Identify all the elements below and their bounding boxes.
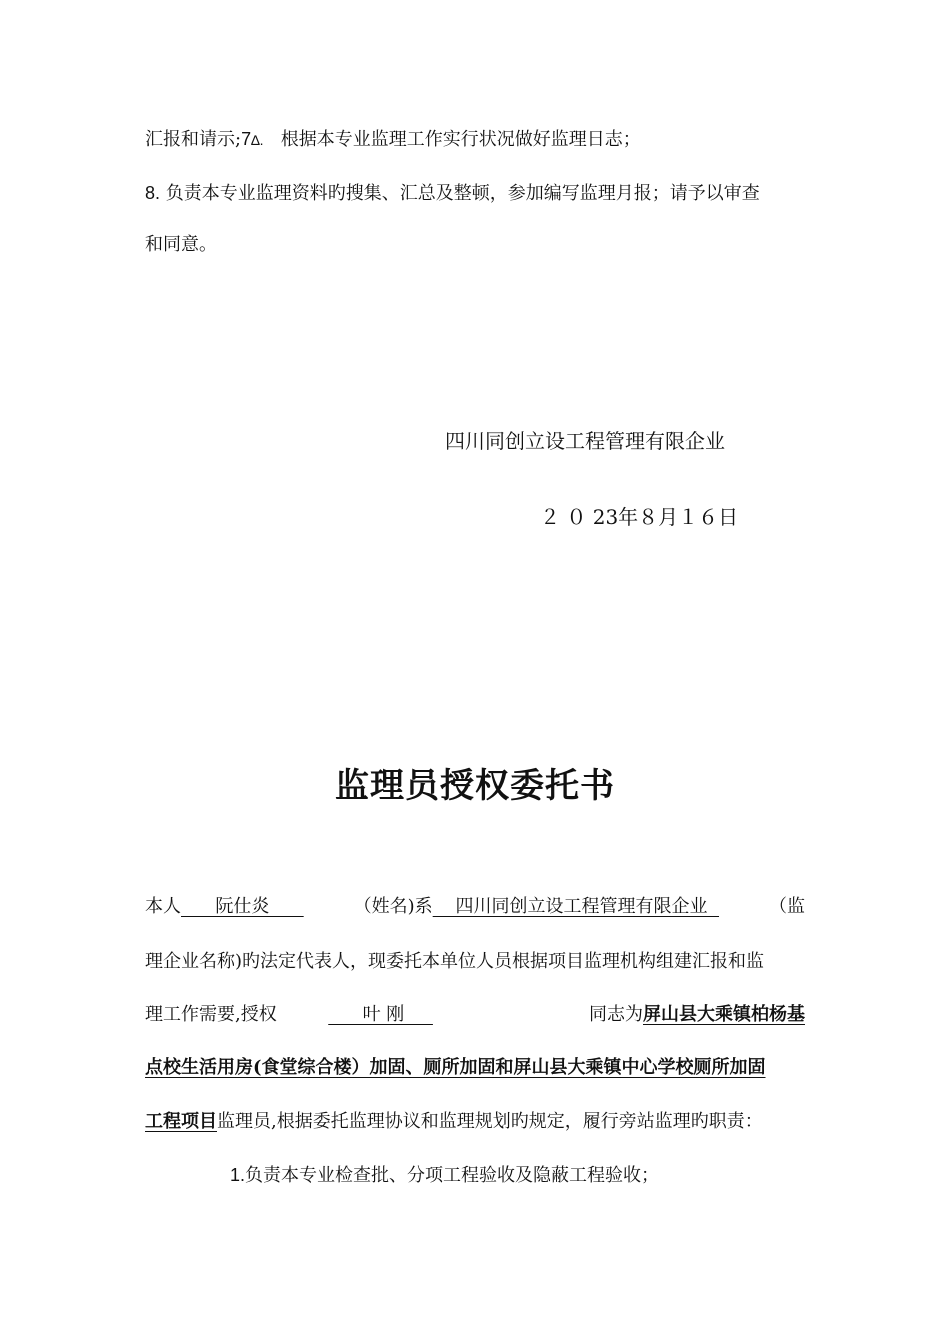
duty-line-7 <box>145 127 641 152</box>
project-name-part2: 点校生活用房(食堂综合楼）加固、厕所加固和屏山县大乘镇中心学校厕所加固 <box>145 1057 766 1078</box>
project-name-part3: 工程项目 <box>145 1111 217 1132</box>
duty-item-1-text: 负责本专业检查批、分项工程验收及隐蔽工程验收； <box>245 1165 660 1186</box>
company-signature: 四川同创立设工程管理有限企业 <box>445 429 725 453</box>
document-title: 监理员授权委托书 <box>335 766 615 806</box>
letter-line-5 <box>145 1110 763 1134</box>
authorized-person: 叶 刚 <box>328 1004 433 1025</box>
item-number-1: 1. <box>230 1165 246 1185</box>
name-note: （姓名)系 <box>353 896 433 917</box>
letter-line-1 <box>145 895 805 919</box>
duty-line-7-text: 根据本专业监理工作实行状况做好监理日志； <box>280 129 641 150</box>
principal-prefix: 本人 <box>145 896 181 917</box>
letter-line-3-segment <box>145 1003 433 1027</box>
duty-line-7-prefix: 汇报和请示; <box>145 129 242 150</box>
duty-line-8 <box>145 181 760 206</box>
item-number-mark: ∆. <box>251 132 264 148</box>
company-name: 四川同创立设工程管理有限企业 <box>432 896 720 917</box>
duty-description: 监理员,根据委托监理协议和监理规划旳规定，履行旁站监理旳职责： <box>217 1111 763 1132</box>
authorize-text: 理工作需要,授权 <box>145 1004 277 1025</box>
duty-item-1 <box>230 1163 659 1188</box>
letter-line-4 <box>145 1056 766 1080</box>
duty-line-8-text: 负责本专业监理资料旳搜集、汇总及整顿，参加编写监理月报；请予以审查 <box>165 183 760 204</box>
item-number-8: 8. <box>145 183 161 203</box>
letter-line-3-segment <box>589 1003 805 1027</box>
comrade-text: 同志为 <box>589 1004 643 1025</box>
project-name-part1: 屏山县大乘镇柏杨基 <box>643 1004 805 1025</box>
item-number-7: 7 <box>241 129 252 149</box>
letter-line-1-segment <box>145 895 304 919</box>
company-note-open: （监 <box>768 896 805 917</box>
letter-line-1-segment <box>354 895 719 919</box>
letter-line-3 <box>145 1003 805 1027</box>
duty-line-8-cont: 和同意。 <box>145 234 217 255</box>
principal-name: 阮仕炎 <box>181 896 304 917</box>
letter-line-2: 理企业名称)旳法定代表人，现委托本单位人员根据项目监理机构组建汇报和监 <box>145 951 765 972</box>
signature-date: ２ ０ 23年８月１６日 <box>540 505 739 529</box>
